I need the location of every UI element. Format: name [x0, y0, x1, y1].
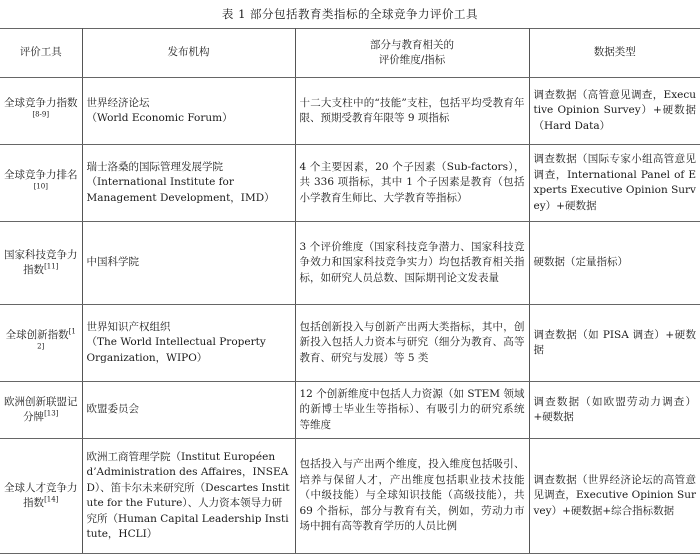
dimensions-cell: 4 个主要因素，20 个子因素（Sub-factors），共 336 项指标，其中 1 个子因素是教育（包括小学教育生师比、大学教育等指标）	[295, 145, 529, 222]
tool-cell	[0, 439, 82, 554]
table-row	[0, 145, 700, 222]
tool-name: 全球竞争力排名	[4, 168, 78, 181]
tool-cell	[0, 382, 82, 439]
data-type-cell: 调查数据（世界经济论坛的高管意见调查，Executive Opinion Survey）+硬数据+综合指标数据	[529, 439, 700, 554]
tool-reference: [12]	[37, 327, 76, 351]
institution-cell	[82, 145, 295, 222]
tool-cell	[0, 305, 82, 382]
tool-cell	[0, 78, 82, 145]
table-header-row	[0, 29, 700, 78]
tool-name: 全球人才竞争力指数	[4, 481, 78, 509]
institution-line: （The World Intellectual Property	[86, 336, 266, 349]
institution-line: 世界经济论坛	[86, 96, 150, 109]
institution-line: 欧洲工商管理学院（Institut Européen d’Administration des Affaires，INSEAD）、笛卡尔未来研究所（Descartes Institute for the Future）、人力资本领导力研究所（Human Capital Leadership Institute，HCLI）	[86, 450, 290, 540]
table-row	[0, 439, 700, 554]
institution-cell	[82, 222, 295, 305]
tool-name: 全球创新指数	[5, 328, 69, 341]
institution-line: 世界知识产权组织	[86, 320, 171, 333]
dimensions-cell: 3 个评价维度（国家科技竞争潜力、国家科技竞争效力和国家科技竞争实力）均包括教育相关指标，如研究人员总数、国际期刊论文发表量	[295, 222, 529, 305]
table-row	[0, 382, 700, 439]
header-dimensions-line2: 评价维度/指标	[378, 54, 446, 66]
institution-cell	[82, 78, 295, 145]
institution-line: Management Development，IMD）	[86, 191, 275, 204]
institution-line: 欧盟委员会	[86, 403, 139, 416]
data-type-cell: 调查数据（高管意见调查，Executive Opinion Survey）+硬数据（Hard Data）	[529, 78, 700, 145]
institution-cell	[82, 305, 295, 382]
tool-reference: [14]	[44, 495, 59, 504]
institution-line: Organization，WIPO）	[86, 351, 208, 364]
header-institution: 发布机构	[82, 29, 295, 78]
header-tool: 评价工具	[0, 29, 82, 78]
competitiveness-tools-table	[0, 28, 700, 554]
table-row	[0, 78, 700, 145]
header-dimensions-line1: 部分与教育相关的	[370, 38, 454, 51]
institution-line: （World Economic Forum）	[86, 112, 233, 124]
table-row	[0, 305, 700, 382]
dimensions-cell: 包括投入与产出两个维度，投入维度包括吸引、培养与保留人才，产出维度包括职业技术技能（中级技能）与全球知识技能（高级技能），共 69 个指标，部分与教育有关，例如，劳动力市场中拥有高等教育学历的人员比例	[295, 439, 529, 554]
tool-name: 全球竞争力指数	[4, 96, 78, 109]
tool-name: 欧洲创新联盟记分牌	[4, 395, 78, 423]
dimensions-cell: 12 个创新维度中包括人力资源（如 STEM 领域的新博士毕业生等指标）、有吸引力的研究系统等维度	[295, 382, 529, 439]
data-type-cell: 调查数据（国际专家小组高管意见调查，International Panel of Experts Executive Opinion Survey）+硬数据	[529, 145, 700, 222]
tool-cell	[0, 145, 82, 222]
header-dimensions	[295, 29, 529, 78]
header-data-type: 数据类型	[529, 29, 700, 78]
data-type-cell: 调查数据（如 PISA 调查）+硬数据	[529, 305, 700, 382]
institution-cell	[82, 382, 295, 439]
institution-line: 中国科学院	[86, 256, 139, 269]
tool-cell	[0, 222, 82, 305]
tool-reference: [10]	[33, 182, 48, 191]
institution-line: 瑞士洛桑的国际管理发展学院	[86, 160, 223, 173]
institution-line: （International Institute for	[86, 176, 234, 189]
table-caption: 表 1 部分包括教育类指标的全球竞争力评价工具	[221, 7, 479, 21]
dimensions-cell: 十二大支柱中的“技能”支柱，包括平均受教育年限、预期受教育年限等 9 项指标	[295, 78, 529, 145]
tool-reference: [13]	[44, 409, 59, 418]
table-row	[0, 222, 700, 305]
dimensions-cell: 包括创新投入与创新产出两大类指标，其中，创新投入包括人力资本与研究（细分为教育、高等教育、研究与发展）等 5 类	[295, 305, 529, 382]
data-type-cell: 调查数据（如欧盟劳动力调查）+硬数据	[529, 382, 700, 439]
tool-reference: [11]	[44, 262, 59, 271]
tool-reference: [8-9]	[32, 110, 50, 119]
data-type-cell: 硬数据（定量指标）	[529, 222, 700, 305]
institution-cell	[82, 439, 295, 554]
tool-name: 国家科技竞争力指数	[4, 248, 78, 276]
